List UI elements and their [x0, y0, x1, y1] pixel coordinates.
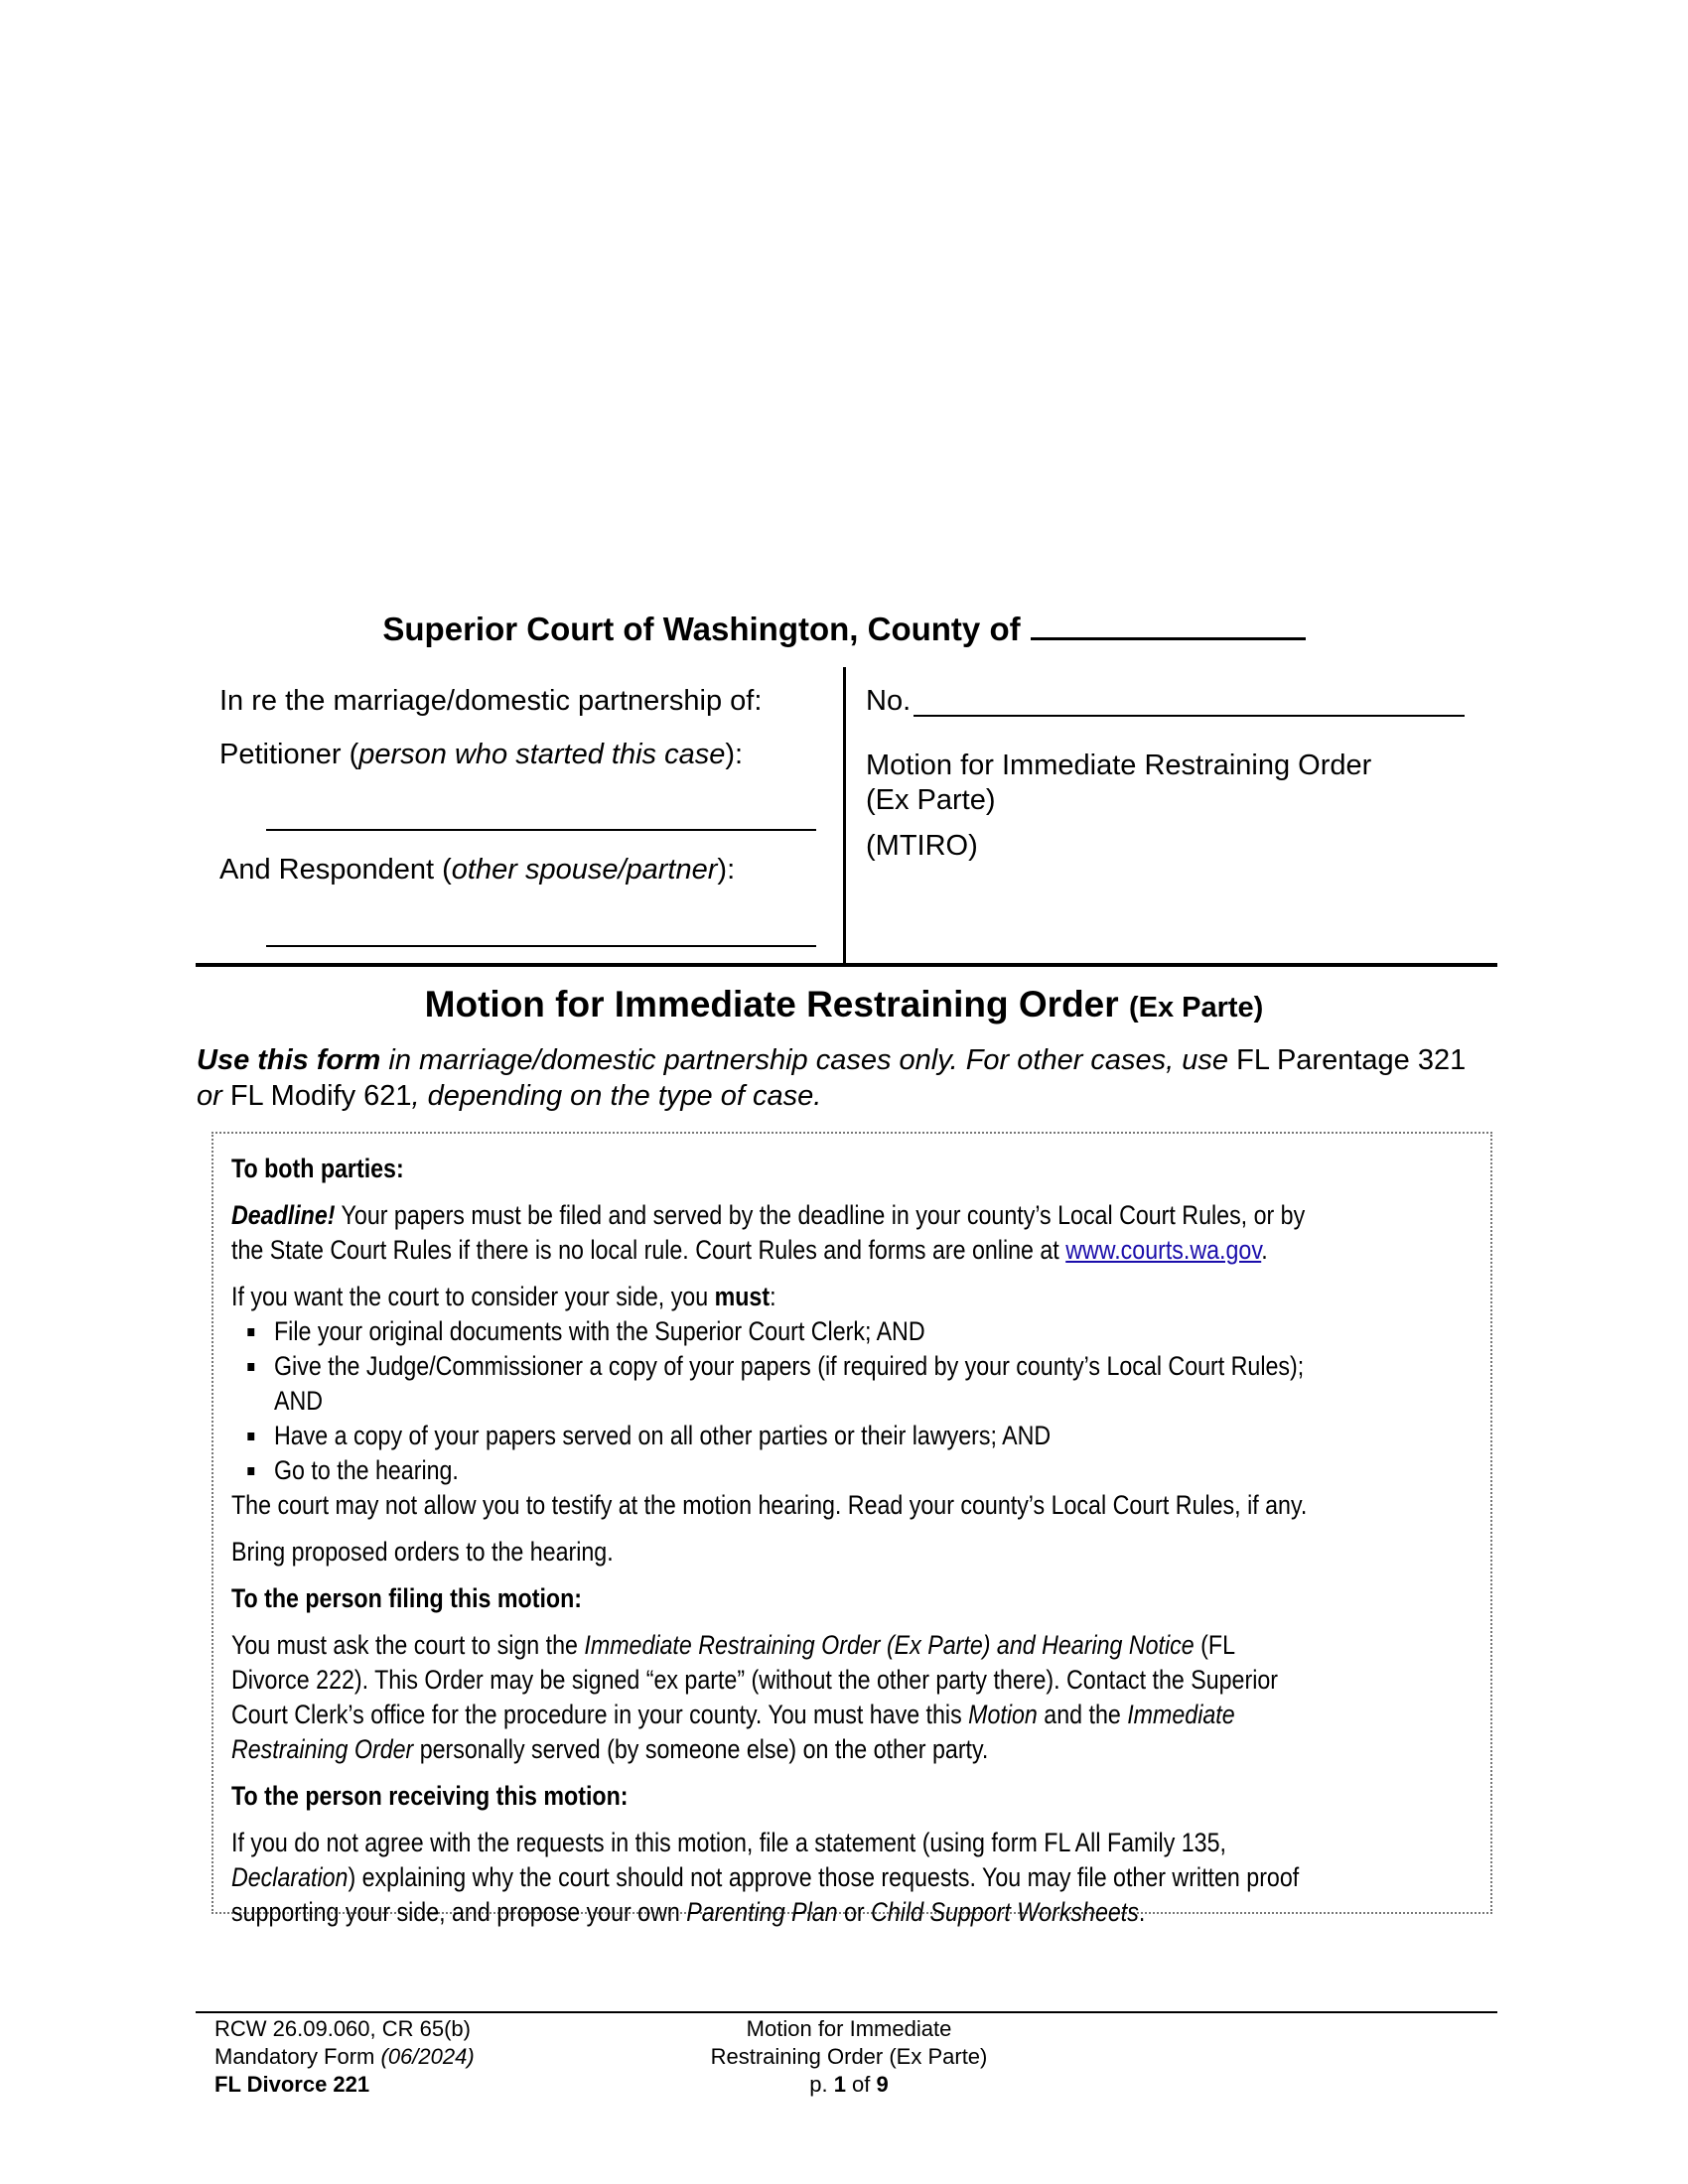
court-title-text: Superior Court of Washington, County of: [382, 611, 1021, 647]
bullet-square-icon: [247, 1467, 254, 1475]
caption-vertical-divider: [843, 667, 846, 965]
heading-person-filing: To the person filing this motion:: [231, 1583, 583, 1613]
bullet-square-icon: [247, 1363, 254, 1371]
footer-rule: [196, 2011, 1497, 2013]
county-blank[interactable]: [1031, 608, 1306, 640]
footer-rcw: RCW 26.09.060, CR 65(b): [214, 2016, 471, 2041]
heading-person-receiving: To the person receiving this motion:: [231, 1781, 629, 1811]
caption-in-re: In re the marriage/domestic partnership of:: [219, 685, 763, 717]
case-no-line[interactable]: [914, 715, 1465, 717]
case-no-label: No.: [866, 685, 912, 717]
footer-form-id: FL Divorce 221: [214, 2072, 370, 2097]
page-number: p. 1 of 9: [809, 2072, 889, 2097]
deadline-paragraph: Deadline! Your papers must be filed and served by the deadline in your county’s Local Court Rules, or by the State Court Rules if there is no local rule. Court Rules and forms are online at www.courts.wa.gov.: [231, 1200, 1306, 1265]
caption-bottom-rule: [196, 963, 1497, 967]
must-paragraph: If you want the court to consider your side, you must:: [231, 1282, 776, 1311]
heading-both-parties: To both parties:: [231, 1154, 404, 1183]
caption-respondent-label: And Respondent (other spouse/partner):: [219, 854, 736, 886]
motion-heading: Motion for Immediate Restraining Order (Ex Parte): [424, 984, 1264, 1024]
list-item: Go to the hearing.: [231, 1453, 1308, 1488]
courts-link[interactable]: www.courts.wa.gov: [1065, 1235, 1262, 1265]
testify-paragraph: The court may not allow you to testify at the motion hearing. Read your county’s Local Court Rules, if any.: [231, 1490, 1308, 1520]
bullet-square-icon: [247, 1328, 254, 1336]
caption-form-title: Motion for Immediate Restraining Order (Ex Parte): [866, 750, 1372, 816]
bring-orders-paragraph: Bring proposed orders to the hearing.: [231, 1537, 614, 1567]
footer-mandatory: Mandatory Form (06/2024): [214, 2044, 475, 2069]
footer-center: Motion for Immediate Restraining Order (Ex Parte) p. 1 of 9: [596, 2015, 1102, 2099]
list-item: File your original documents with the Superior Court Clerk; AND: [231, 1314, 1308, 1349]
list-item: Give the Judge/Commissioner a copy of your papers (if required by your county’s Local Court Rules); AND: [231, 1349, 1308, 1419]
caption-form-abbrev: (MTIRO): [866, 830, 978, 862]
notice-box: [211, 1132, 1492, 1927]
requirements-list: [231, 1314, 1308, 1488]
footer-left: [214, 2015, 475, 2099]
filing-paragraph: You must ask the court to sign the Immediate Restraining Order (Ex Parte) and Hearing Notice (FL Divorce 222). This Order may be signed “ex parte” (without the other party there). Contact the Superior Court Clerk’s office for the procedure in your county. You must have this Motion and the Immediate Restraining Order personally served (by someone else) on the other party.: [231, 1630, 1278, 1764]
bullet-square-icon: [247, 1433, 254, 1440]
receiving-paragraph: If you do not agree with the requests in this motion, file a statement (using form FL All Family 135, Declaration) explaining why the court should not approve those requests. You may file other written proof supporting your side, and propose your own Parenting Plan or Child Support Worksheets.: [231, 1828, 1300, 1927]
court-title: [0, 608, 1688, 649]
list-item: Have a copy of your papers served on all other parties or their lawyers; AND: [231, 1419, 1308, 1453]
intro-instructions: Use this form in marriage/domestic partnership cases only. For other cases, use FL Parentage 321 or FL Modify 621, depending on the type of case.: [197, 1044, 1467, 1112]
respondent-name-line[interactable]: [266, 945, 816, 947]
petitioner-name-line[interactable]: [266, 829, 816, 831]
caption-petitioner-label: Petitioner (person who started this case):: [219, 739, 744, 770]
